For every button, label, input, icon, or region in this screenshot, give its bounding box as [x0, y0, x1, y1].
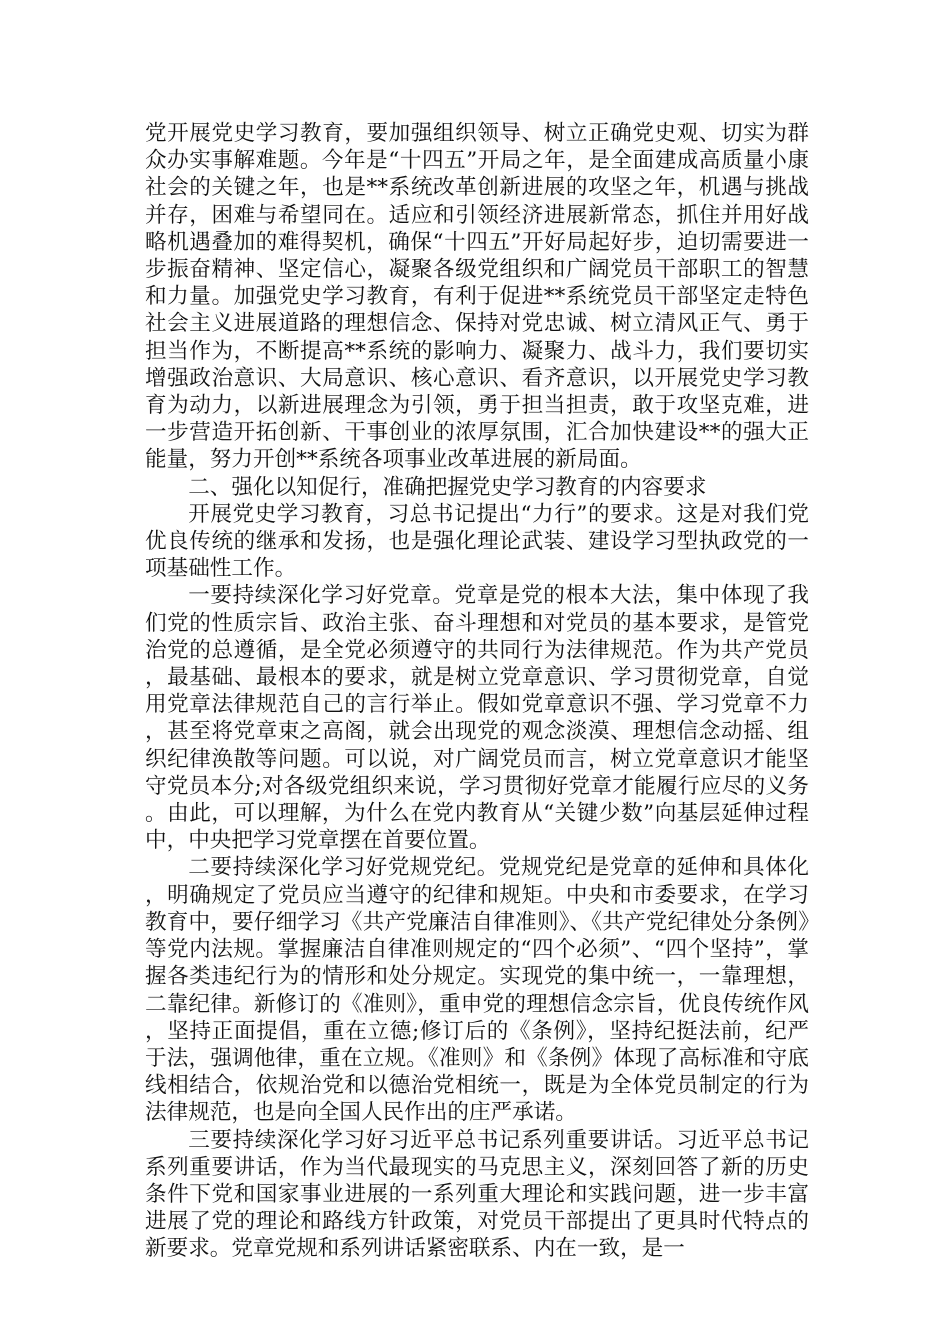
section-heading-2: 二、强化以知促行，准确把握党史学习教育的内容要求	[188, 474, 707, 500]
paragraph-speeches: 三要持续深化学习好习近平总书记系列重要讲话。习近平总书记系列重要讲话，作为当代最现实的马克思主义，深刻回答了新的历史条件下党和国家事业进展的一系列重大理论和实践问题，进一步丰富进展了党的理论和路线方针政策，对党员干部提出了更具时代特点的新要求。党章党规和系列讲话紧密联系、内在一致，是一	[145, 1127, 809, 1262]
paragraph-party-constitution: 一要持续深化学习好党章。党章是党的根本大法，集中体现了我们党的性质宗旨、政治主张、奋斗理想和对党员的基本要求，是管党治党的总遵循，是全党必须遵守的共同行为法律规范。作为共产党员，最基础、最根本的要求，就是树立党章意识、学习贯彻党章，自觉用党章法律规范自己的言行举止。假如党章意识不强、学习党章不力，甚至将党章束之高阁，就会出现党的观念淡漠、理想信念动摇、组织纪律涣散等问题。可以说，对广阔党员而言，树立党章意识才能坚守党员本分;对各级党组织来说，学习贯彻好党章才能履行应尽的义务。由此，可以理解，为什么在党内教育从“关键少数”向基层延伸过程中，中央把学习党章摆在首要位置。	[145, 583, 809, 854]
paragraph-party-rules: 二要持续深化学习好党规党纪。党规党纪是党章的延伸和具体化，明确规定了党员应当遵守的纪律和规矩。中央和市委要求，在学习教育中，要仔细学习《共产党廉洁自律准则》、《共产党纪律处分条例》等党内法规。掌握廉洁自律准则规定的“四个必须”、“四个坚持”，掌握各类违纪行为的情形和处分规定。实现党的集中统一，一靠理想，二靠纪律。新修订的《准则》，重申党的理想信念宗旨，优良传统作风，坚持正面提倡，重在立德;修订后的《条例》，坚持纪挺法前，纪严于法，强调他律，重在立规。《准则》和《条例》体现了高标准和守底线相结合，依规治党和以德治党相统一，既是为全体党员制定的行为法律规范，也是向全国人民作出的庄严承诺。	[145, 855, 809, 1126]
paragraph-section-intro: 开展党史学习教育，习总书记提出“力行”的要求。这是对我们党优良传统的继承和发扬，也是强化理论武装、建设学习型执政党的一项基础性工作。	[145, 501, 809, 582]
document-body	[145, 120, 809, 1263]
paragraph-intro-continued: 党开展党史学习教育，要加强组织领导、树立正确党史观、切实为群众办实事解难题。今年是“十四五”开局之年，是全面建成高质量小康社会的关键之年，也是**系统改革创新进展的攻坚之年，机遇与挑战并存，困难与希望同在。适应和引领经济进展新常态，抓住并用好战略机遇叠加的难得契机，确保“十四五”开好局起好步，迫切需要进一步振奋精神、坚定信心，凝聚各级党组织和广阔党员干部职工的智慧和力量。加强党史学习教育，有利于促进**系统党员干部坚定走特色社会主义进展道路的理想信念、保持对党忠诚、树立清风正气、勇于担当作为，不断提高**系统的影响力、凝聚力、战斗力，我们要切实增强政治意识、大局意识、核心意识、看齐意识，以开展党史学习教育为动力，以新进展理念为引领，勇于担当担责，敢于攻坚克难，进一步营造开拓创新、干事创业的浓厚氛围，汇合加快建设**的强大正能量，努力开创**系统各项事业改革进展的新局面。	[145, 121, 809, 473]
